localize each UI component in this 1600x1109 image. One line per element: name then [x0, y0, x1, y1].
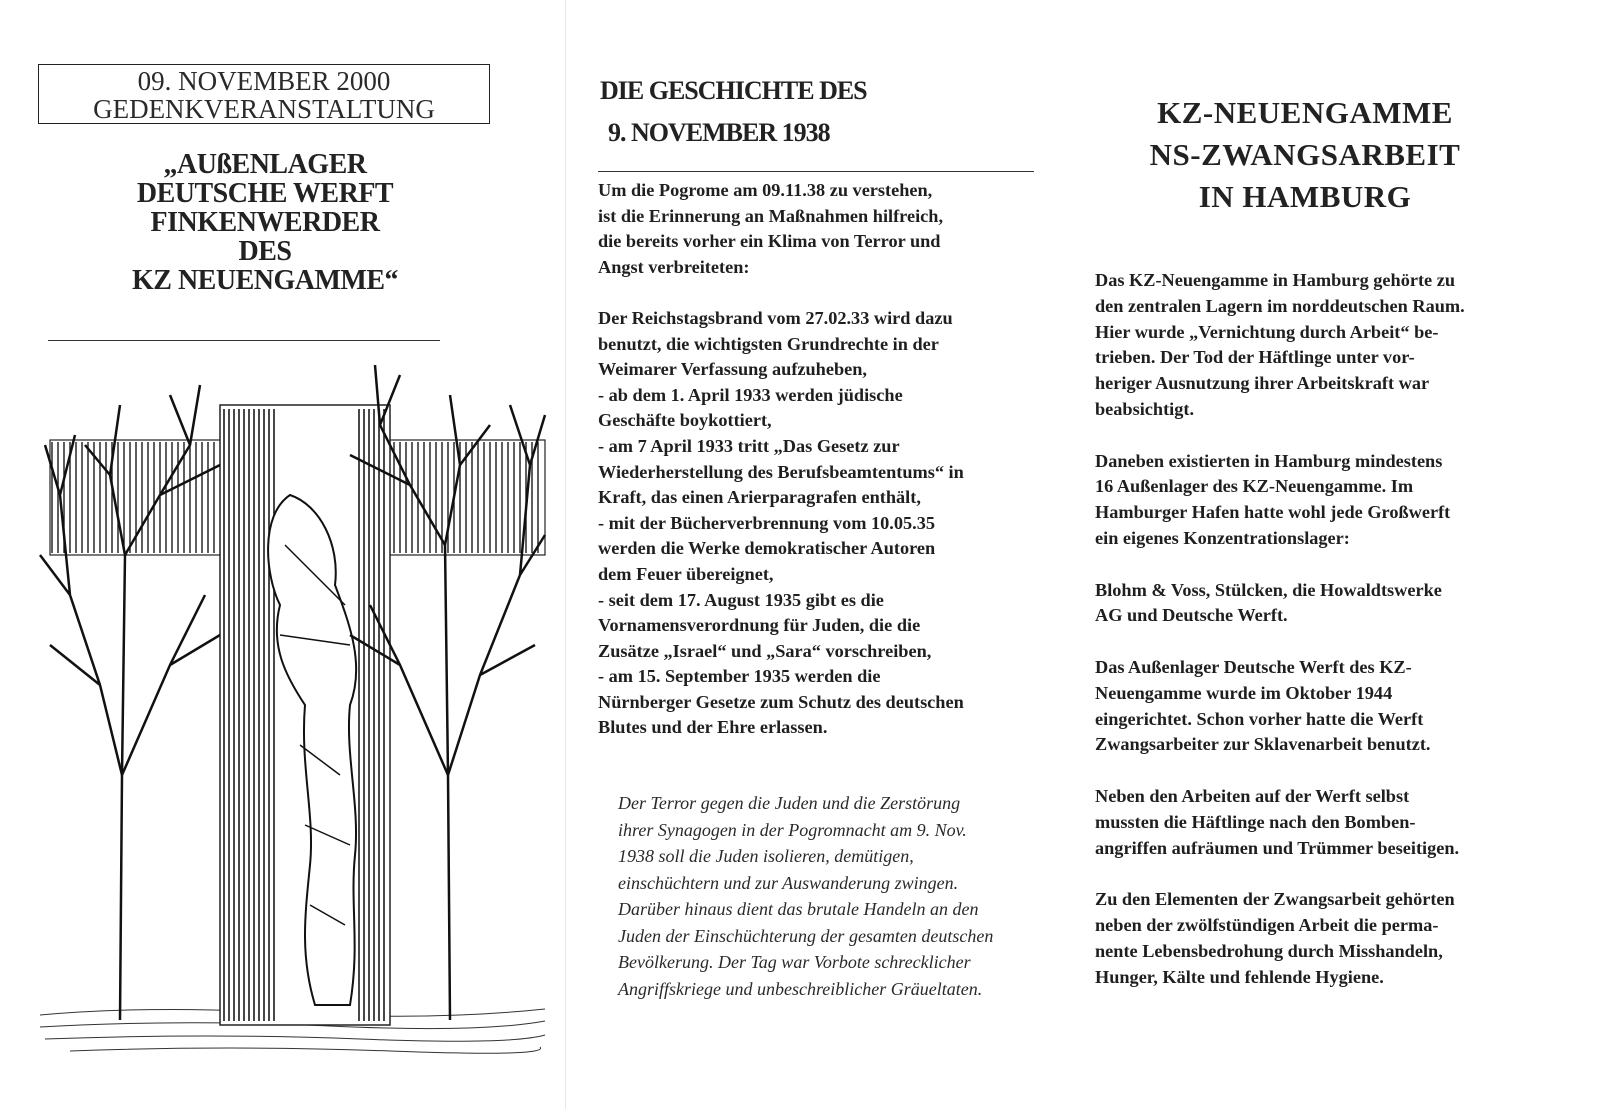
- neuengamme-heading-line: IN HAMBURG: [1198, 179, 1412, 214]
- memorial-illustration: [30, 345, 550, 1065]
- brochure-title-line: KZ NEUENGAMME“: [132, 265, 398, 296]
- title-divider: [48, 340, 440, 341]
- event-type: GEDENKVERANSTALTUNG: [93, 94, 435, 124]
- history-heading: [600, 70, 867, 154]
- event-header-box: [38, 64, 490, 124]
- neuengamme-body-text: [1095, 268, 1525, 1016]
- neuengamme-heading: [1090, 92, 1520, 218]
- history-divider: [598, 171, 1034, 172]
- paragraph: Das Außenlager Deutsche Werft des KZ- Neuengamme wurde im Oktober 1944 eingerichtet. Schon vorher hatte die Werft Zwangsarbeiter zur Sklavenarbeit benutzt.: [1095, 656, 1431, 755]
- paragraph: Zu den Elementen der Zwangsarbeit gehörten neben der zwölfstündigen Arbeit die perma- nente Lebensbedrohung durch Misshandeln, Hunger, Kälte und fehlende Hygiene.: [1095, 889, 1455, 987]
- neuengamme-heading-line: NS-ZWANGSARBEIT: [1149, 137, 1461, 172]
- brochure-title-line: „AUßENLAGER: [163, 149, 367, 180]
- history-heading-line2: 9. NOVEMBER 1938: [608, 118, 830, 147]
- paragraph: Das KZ-Neuengamme in Hamburg gehörte zu den zentralen Lagern im norddeutschen Raum. Hier wurde „Vernichtung durch Arbeit“ be- trieben. Der Tod der Häftlinge unter vor- heriger Ausnutzung ihrer Arbeitskraft war beabsichtigt.: [1095, 270, 1465, 419]
- brochure-title-line: DES: [238, 236, 292, 267]
- brochure-title: [60, 150, 470, 295]
- history-heading-line1: DIE GESCHICHTE DES: [600, 76, 867, 105]
- neuengamme-heading-line: KZ-NEUENGAMME: [1157, 95, 1453, 130]
- paragraph: Blohm & Voss, Stülcken, die Howaldtswerke AG und Deutsche Werft.: [1095, 579, 1442, 626]
- paragraph: Daneben existierten in Hamburg mindestens 16 Außenlager des KZ-Neuengamme. Im Hamburger Hafen hatte wohl jede Großwerft ein eigenes Konzentrationslager:: [1095, 450, 1451, 548]
- history-body-text: Um die Pogrome am 09.11.38 zu verstehen, ist die Erinnerung an Maßnahmen hilfreich, die bereits vorher ein Klima von Terror und Angst verbreiteten: Der Reichstagsbrand vom 27.02.33 wird dazu benutzt, die wichtigsten Grundrechte in der Weimarer Verfassung aufzuheben, - ab dem 1. April 1933 werden jüdische Geschäfte boykottiert, - am 7 April 1933 tritt „Das Gesetz zur Wiederherstellung des Berufsbeamtentums“ in Kraft, das einen Arierparagrafen enthält, - mit der Bücherverbrennung vom 10.05.35 werden die Werke demokratischer Autoren dem Feuer übereignet, - seit dem 17. August 1935 gibt es die Vornamensverordnung für Juden, die die Zusätze „Israel“ und „Sara“ vorschreiben, - am 15. September 1935 werden die Nürnberger Gesetze zum Schutz des deutschen Blutes und der Ehre erlassen.: [598, 180, 964, 738]
- pogrom-italic-quote: Der Terror gegen die Juden und die Zerstörung ihrer Synagogen in der Pogromnacht am 9. Nov. 1938 soll die Juden isolieren, demütigen, einschüchtern und zur Auswanderung zwingen. Darüber hinaus dient das brutale Handeln an den Juden der Einschüchterung der gesamten deutschen Bevölkerung. Der Tag war Vorbote schrecklicher Angriffskriege und unbeschreiblicher Gräueltaten.: [618, 793, 994, 999]
- paragraph: Neben den Arbeiten auf der Werft selbst mussten die Häftlinge nach den Bomben- angriffen aufräumen und Trümmer beseitigen.: [1095, 785, 1460, 858]
- event-date: 09. NOVEMBER 2000: [137, 66, 391, 96]
- brochure-title-line: DEUTSCHE WERFT: [136, 178, 394, 209]
- brochure-title-line: FINKENWERDER: [150, 207, 380, 238]
